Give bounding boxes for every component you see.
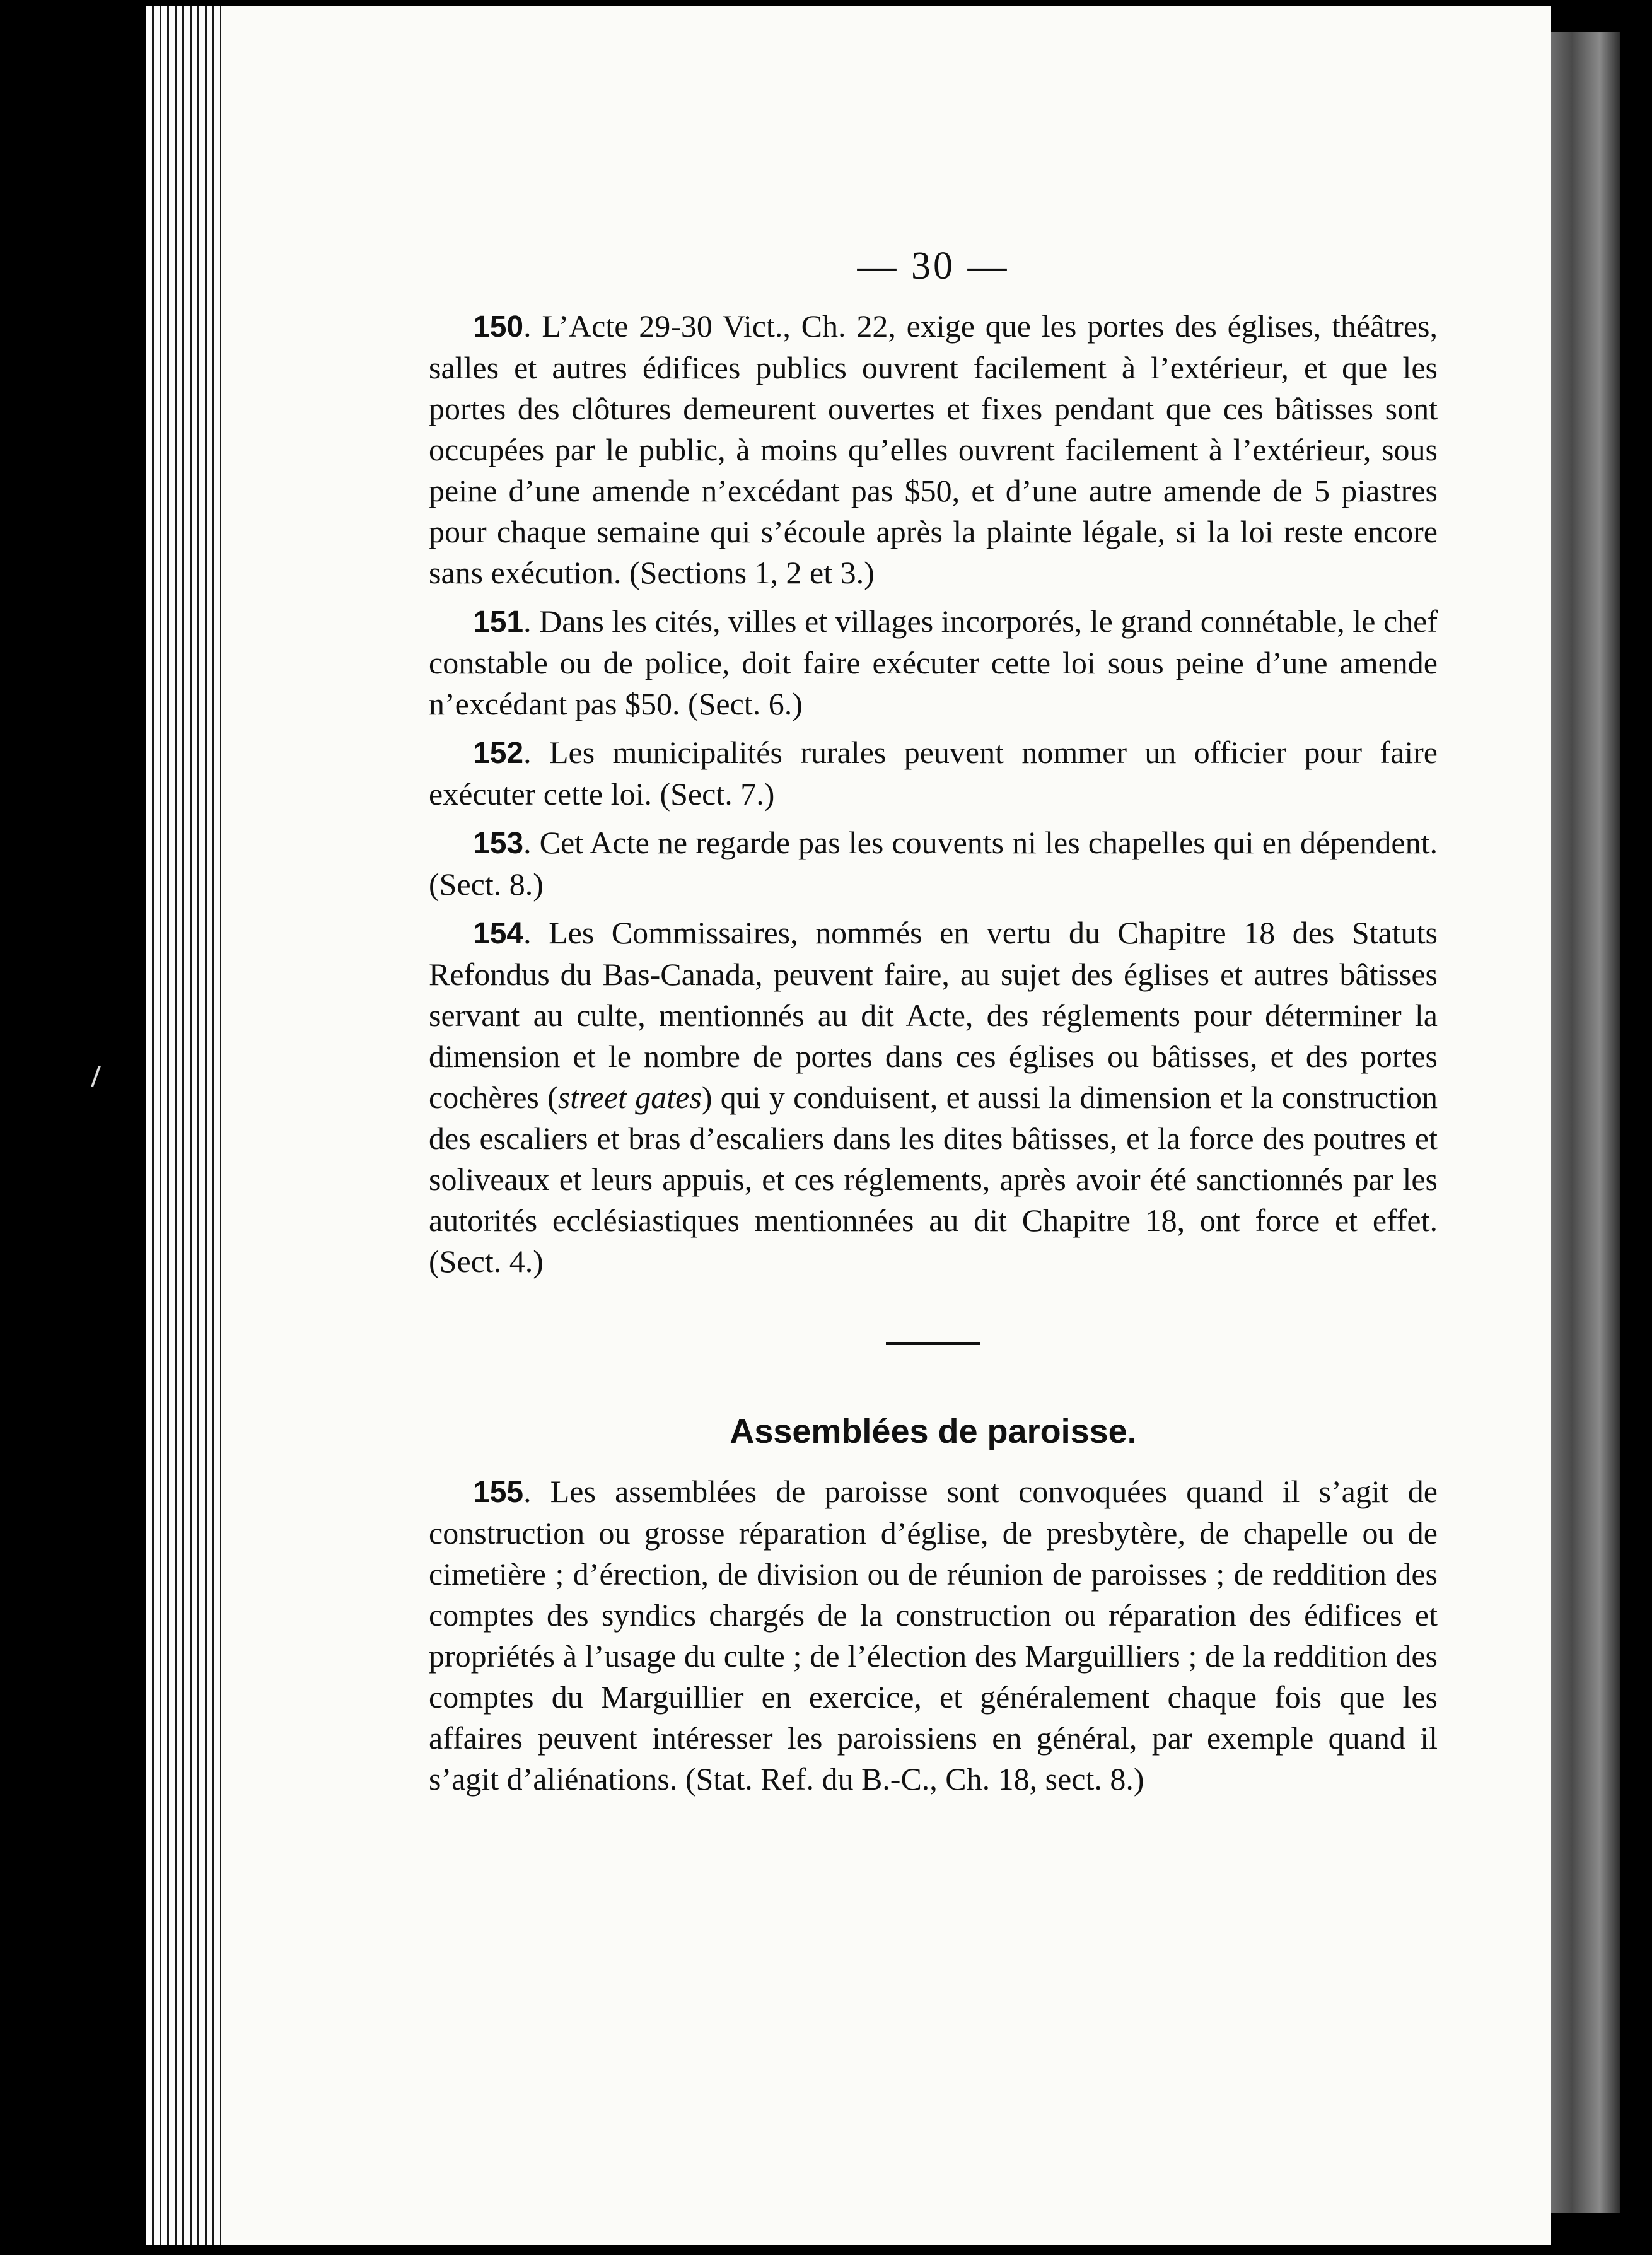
section-152 — [429, 732, 1438, 815]
margin-mark — [91, 1066, 111, 1087]
book-page-edges — [146, 6, 222, 2245]
binding-shadow — [1551, 32, 1620, 2213]
page-content — [429, 246, 1438, 1807]
page-number: — 30 — — [857, 245, 1009, 288]
section-text: . Les assemblées de paroisse sont convoquées quand il s’agit de construction ou grosse réparation d’église, de presbytère, de chapelle ou de cimetière ; d’érection, de division ou de réunion de paroisses ; de reddition des comptes des syndics chargés de la construction ou réparation des édifices et propriétés à l’usage du culte ; de l’élection des Marguilliers ; de la reddition des comptes du Marguillier en exercice, et généralement chaque fois que les affaires peuvent intéresser les paroissiens en général, par exemple quand il s’agit d’aliénations. (Stat. Ref. du B.-C., Ch. 18, sect. 8.) — [429, 1474, 1438, 1797]
section-text-italic: street gates — [557, 1080, 702, 1115]
section-number: 150 — [473, 310, 524, 344]
section-text: . Les municipalités rurales peuvent nommer un officier pour faire exécuter cette loi. (Sect. 7.) — [429, 735, 1438, 812]
section-text: . Dans les cités, villes et villages incorporés, le grand connétable, le chef constable ou de police, doit faire exécuter cette loi sous peine d’une amende n’excédant pas $50. (Sect. 6.) — [429, 603, 1438, 721]
section-number: 155 — [473, 1476, 524, 1509]
section-153 — [429, 822, 1438, 905]
section-150 — [429, 306, 1438, 593]
section-text: ) qui y conduisent, et aussi la dimension et la construction des escaliers et bras d’escaliers dans les dites bâtisses, et la force des poutres et soliveaux et leurs appuis, et ces réglements, après avoir été sanctionnés par les autorités ecclésiastiques mentionnées au dit Chapitre 18, ont force et effet. (Sect. 4.) — [429, 1080, 1438, 1279]
section-text: . L’Acte 29-30 Vict., Ch. 22, exige que les portes des églises, théâtres, salles et autres édifices publics ouvrent facilement à l’extérieur, et que les portes des clôtures demeurent ouvertes et fixes pendant que ces bâtisses sont occupées par le public, à moins qu’elles ouvrent facilement à l’extérieur, sous peine d’une amende n’excédant pas $50, et d’une autre amende de 5 piastres pour chaque semaine qui s’écoule après la plainte légale, si la loi reste encore sans exécution. (Sections 1, 2 et 3.) — [429, 308, 1438, 590]
section-number: 154 — [473, 917, 524, 950]
section-number: 152 — [473, 737, 524, 770]
section-heading: Assemblées de paroisse. — [730, 1413, 1137, 1450]
section-155 — [429, 1471, 1438, 1800]
section-151 — [429, 601, 1438, 725]
section-number: 151 — [473, 605, 524, 639]
divider-rule — [886, 1342, 980, 1345]
section-text: . Les Commissaires, nommés en vertu du Chapitre 18 des Statuts Refondus du Bas-Canada, peuvent faire, au sujet des églises et autres bâtisses servant au culte, mentionnés au dit Acte, des réglements pour déterminer la dimension et le nombre de portes dans ces églises ou bâtisses, et des portes cochères ( — [429, 915, 1438, 1115]
section-number: 153 — [473, 827, 524, 860]
section-154 — [429, 912, 1438, 1282]
section-text: . Cet Acte ne regarde pas les couvents ni les chapelles qui en dépendent. (Sect. 8.) — [429, 825, 1438, 902]
